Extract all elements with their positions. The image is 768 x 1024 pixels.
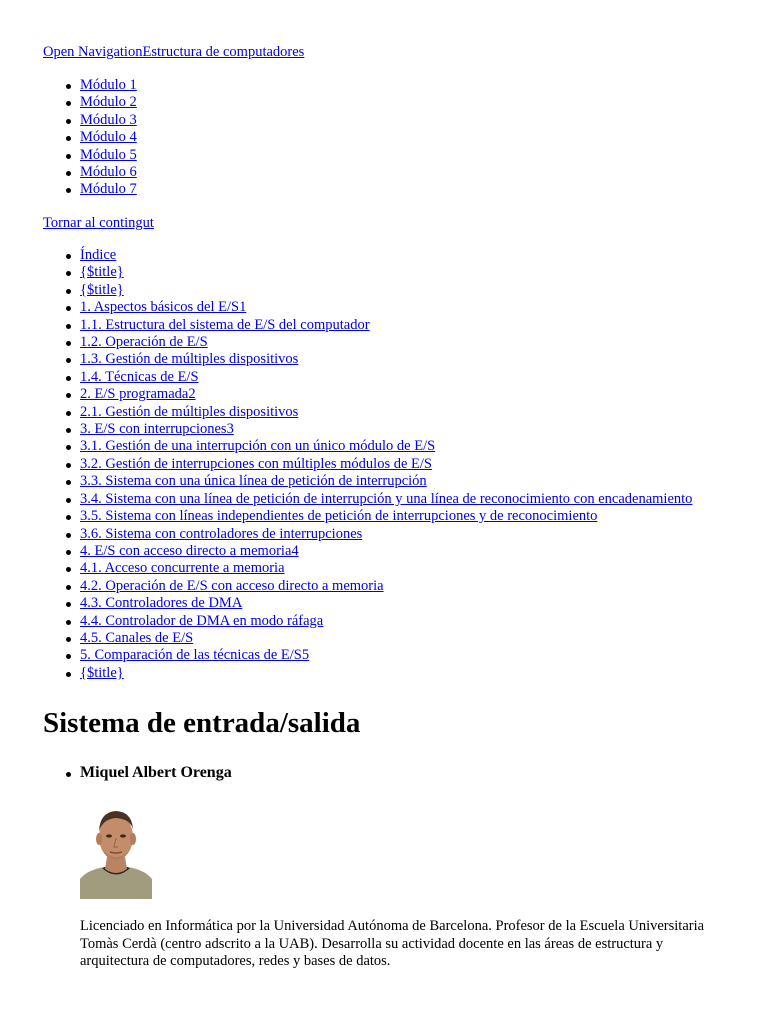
toc-item xyxy=(43,317,692,334)
toc-link[interactable]: 3.6. Sistema con controladores de interrupciones xyxy=(80,525,363,542)
toc-link[interactable]: 3.5. Sistema con líneas independientes de petición de interrupciones y de reconocimiento xyxy=(80,508,598,525)
toc-link[interactable]: 4.3. Controladores de DMA xyxy=(80,595,243,612)
toc-link[interactable]: 4.2. Operación de E/S con acceso directo a memoria xyxy=(80,577,384,594)
module-link-5[interactable]: Módulo 5 xyxy=(80,146,137,163)
toc-item xyxy=(43,526,692,543)
toc-link[interactable]: Índice xyxy=(80,247,117,263)
toc-item xyxy=(43,491,692,508)
toc-link[interactable]: 3. E/S con interrupciones3 xyxy=(80,421,234,438)
skip-to-content-link[interactable]: Tornar al contingut xyxy=(43,215,154,231)
toc-link[interactable]: 1.1. Estructura del sistema de E/S del computador xyxy=(80,316,370,333)
toc-item xyxy=(43,473,692,490)
toc-item xyxy=(43,543,692,560)
author-photo xyxy=(80,807,152,899)
toc-item xyxy=(43,630,692,647)
list-item xyxy=(43,181,137,198)
toc-link[interactable]: 1.4. Técnicas de E/S xyxy=(80,368,199,385)
toc-item xyxy=(43,665,692,682)
toc-link[interactable]: 4.1. Acceso concurrente a memoria xyxy=(80,560,285,577)
toc-item xyxy=(43,282,692,299)
list-item xyxy=(43,147,137,164)
list-item xyxy=(43,94,137,111)
toc-item xyxy=(43,613,692,630)
toc-link[interactable]: 1.2. Operación de E/S xyxy=(80,334,208,351)
toc-link[interactable]: {$title} xyxy=(80,664,124,681)
toc-item xyxy=(43,264,692,281)
list-item xyxy=(43,77,137,94)
toc-link[interactable]: 5. Comparación de las técnicas de E/S5 xyxy=(80,647,310,664)
toc-item xyxy=(43,386,692,403)
toc-link[interactable]: 3.1. Gestión de una interrupción con un único módulo de E/S xyxy=(80,438,436,455)
toc-link[interactable]: 3.3. Sistema con una única línea de petición de interrupción xyxy=(80,473,427,490)
module-link-6[interactable]: Módulo 6 xyxy=(80,164,137,181)
toc-item xyxy=(43,560,692,577)
toc-link[interactable]: {$title} xyxy=(80,281,124,298)
module-link-1[interactable]: Módulo 1 xyxy=(80,77,137,93)
author-name: Miquel Albert Orenga xyxy=(43,764,232,782)
toc-link[interactable]: 4.5. Canales de E/S xyxy=(80,629,194,646)
toc-link[interactable]: 3.4. Sistema con una línea de petición de interrupción y una línea de reconocimiento con encadenamiento xyxy=(80,490,693,507)
toc-link[interactable]: 2.1. Gestión de múltiples dispositivos xyxy=(80,403,299,420)
toc-link[interactable]: 1. Aspectos básicos del E/S1 xyxy=(80,299,247,316)
toc-item xyxy=(43,247,692,264)
list-item xyxy=(43,129,137,146)
author-bio: Licenciado en Informática por la Universidad Autónoma de Barcelona. Profesor de la Escuela Universitaria Tomàs Cerdà (centro adscrito a la UAB). Desarrolla su actividad docente en las áreas de estructura y arquitectura de computadores, redes y bases de datos. xyxy=(80,918,705,969)
module-link-7[interactable]: Módulo 7 xyxy=(80,181,137,198)
toc-item xyxy=(43,578,692,595)
toc-link[interactable]: 1.3. Gestión de múltiples dispositivos xyxy=(80,351,299,368)
toc-item xyxy=(43,647,692,664)
toc-item xyxy=(43,334,692,351)
open-navigation-label: Open Navigation xyxy=(43,44,143,60)
page-title: Sistema de entrada/salida xyxy=(43,707,361,739)
toc-item xyxy=(43,299,692,316)
module-link-4[interactable]: Módulo 4 xyxy=(80,129,137,146)
toc-item xyxy=(43,595,692,612)
module-link-2[interactable]: Módulo 2 xyxy=(80,94,137,111)
table-of-contents xyxy=(43,247,692,682)
toc-item xyxy=(43,438,692,455)
toc-link[interactable]: 3.2. Gestión de interrupciones con múltiples módulos de E/S xyxy=(80,455,432,472)
toc-item xyxy=(43,508,692,525)
toc-link[interactable]: 4. E/S con acceso directo a memoria4 xyxy=(80,542,299,559)
site-title: Estructura de computadores xyxy=(142,44,305,60)
toc-item xyxy=(43,351,692,368)
module-list xyxy=(43,77,137,199)
author-list xyxy=(43,764,232,782)
toc-link[interactable]: 4.4. Controlador de DMA en modo ráfaga xyxy=(80,612,324,629)
open-navigation-link[interactable] xyxy=(43,43,304,61)
toc-item xyxy=(43,456,692,473)
module-link-3[interactable]: Módulo 3 xyxy=(80,111,137,128)
list-item xyxy=(43,164,137,181)
toc-item xyxy=(43,421,692,438)
toc-link[interactable]: {$title} xyxy=(80,264,124,281)
list-item xyxy=(43,112,137,129)
toc-link[interactable]: 2. E/S programada2 xyxy=(80,386,196,403)
toc-item xyxy=(43,369,692,386)
toc-item xyxy=(43,404,692,421)
